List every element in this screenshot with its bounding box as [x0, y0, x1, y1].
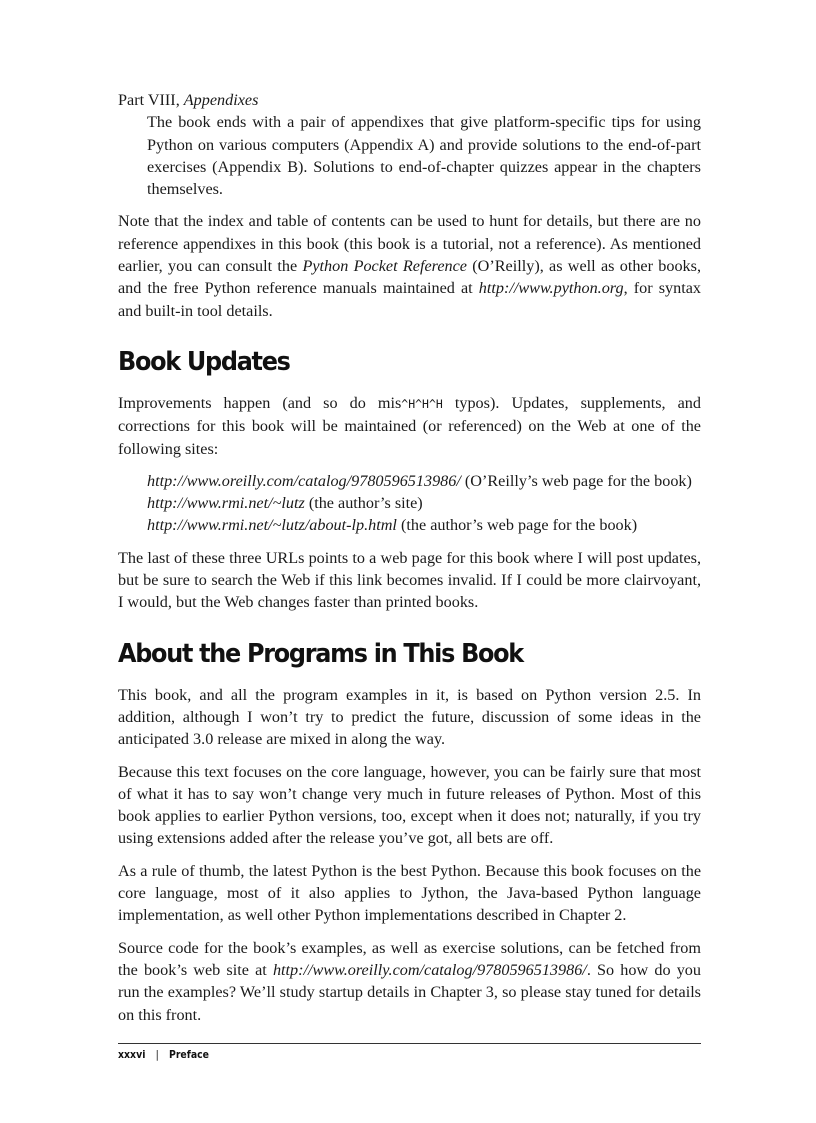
book-updates-intro-1: Improvements happen (and so do mis — [118, 393, 402, 412]
programs-source-url: http://www.oreilly.com/catalog/9780596513986/ — [272, 960, 587, 979]
book-updates-heading: Book Updates — [118, 346, 290, 377]
url-item — [147, 514, 701, 536]
url-description: (O’Reilly’s web page for the book) — [460, 471, 692, 490]
programs-paragraph-1: This book, and all the program examples in it, is based on Python version 2.5. In addition, although I won’t try to predict the future, discussion of some ideas in the anticipated 3.0 release are mixed in along the way. — [118, 685, 701, 749]
pocket-reference-title: Python Pocket Reference — [302, 257, 467, 276]
book-updates-intro-2: typos). Updates, supplements, and corrections for this book will be maintained (or referenced) on the Web at one of the following sites: — [118, 393, 701, 458]
url-item — [147, 492, 701, 514]
programs-p4-text-2: . So how do you run the examples? We’ll study startup details in Chapter 3, so please stay tuned for details on this front. — [118, 960, 701, 1024]
url-item — [147, 470, 701, 492]
footer-separator: | — [155, 1048, 159, 1061]
typo-backspaces: ^H^H^H — [401, 396, 443, 411]
footer-section-title: Preface — [168, 1048, 210, 1061]
python-org-url: http://www.python.org — [478, 279, 624, 298]
programs-paragraph-4 — [118, 937, 701, 1026]
appendix-entry-title — [118, 89, 701, 111]
index-note-paragraph — [118, 210, 701, 321]
footer-rule — [118, 1043, 701, 1044]
url-description: (the author’s web page for the book) — [396, 516, 638, 535]
programs-p4-text-1: Source code for the book’s examples, as well as exercise solutions, can be fetched from the book’s web site at — [118, 938, 701, 979]
appendix-entry-body: The book ends with a pair of appendixes that give platform-specific tips for using Python on various computers (Appendix A) and provide solutions to the end-of-part exercises (Appendix B). Solutions to end-of-chapter quizzes appear in the chapters themselves. — [147, 113, 701, 199]
index-note-text-2: (O’Reilly), as well as other books, and the free Python reference manuals maintained at — [118, 257, 701, 298]
appendix-entry-label: Part VIII, — [118, 91, 184, 109]
url-description: (the author’s site) — [304, 494, 423, 513]
programs-paragraph-3: As a rule of thumb, the latest Python is the best Python. Because this book focuses on the core language, most of it also applies to Jython, the Java-based Python language implementation, as well other Python implementations described in Chapter 2. — [118, 861, 701, 925]
page-footer — [118, 1048, 209, 1061]
index-note-text-1: Note that the index and table of contents can be used to hunt for details, but there are no reference appendixes in this book (this book is a tutorial, not a reference). As mentioned earlier, you can consult the — [118, 212, 701, 276]
url-link: http://www.oreilly.com/catalog/9780596513986/ — [147, 471, 461, 490]
programs-heading: About the Programs in This Book — [118, 638, 523, 669]
appendix-entry-title-text: Appendixes — [183, 91, 259, 109]
index-note-text-3: , for syntax and built-in tool details. — [118, 279, 701, 320]
url-list — [147, 470, 701, 537]
book-updates-intro — [118, 392, 701, 460]
programs-paragraph-2: Because this text focuses on the core language, however, you can be fairly sure that most of what it has to say won’t change very much in future releases of Python. Most of this book applies to earlier Python versions, too, except when it does not; naturally, if you try using extensions added after the release you’ve got, all bets are off. — [118, 762, 701, 848]
url-link: http://www.rmi.net/~lutz — [147, 494, 305, 513]
page-number: xxxvi — [118, 1048, 146, 1061]
page-content — [118, 89, 701, 1036]
url-link: http://www.rmi.net/~lutz/about-lp.html — [147, 516, 397, 535]
book-updates-closing: The last of these three URLs points to a web page for this book where I will post updates, but be sure to search the Web if this link becomes invalid. If I could be more clairvoyant, I would, but the Web changes faster than printed books. — [118, 548, 701, 612]
